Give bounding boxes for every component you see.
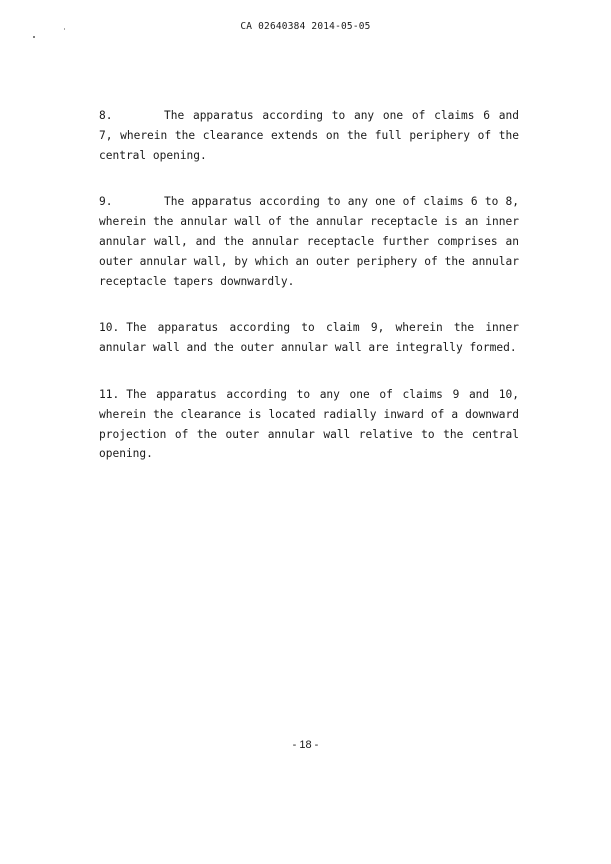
claim-9	[99, 192, 519, 291]
scan-speck	[64, 28, 65, 30]
page-number: - 18 -	[292, 739, 319, 751]
claim-11	[99, 385, 519, 464]
claim-8	[99, 106, 519, 165]
page-header: CA 02640384 2014-05-05	[240, 21, 371, 32]
claim-text: The apparatus according to claim 9, wherein the inner annular wall and the outer annular wall are integrally formed.	[99, 321, 519, 355]
claim-number: 8.	[99, 109, 113, 122]
claim-text: The apparatus according to any one of claims 9 and 10, wherein the clearance is located radially inward of a downward projection of the outer annular wall relative to the central opening.	[99, 387, 519, 461]
claim-10	[99, 318, 519, 358]
claim-number: 11.	[99, 387, 120, 401]
claim-text: The apparatus according to any one of claims 6 to 8, wherein the annular wall of the annular receptacle is an inner annular wall, and the annular receptacle further comprises an outer annular wall, by which an outer periphery of the annular receptacle tapers downwardly.	[99, 195, 519, 288]
claims-section	[99, 106, 519, 491]
scan-speck	[33, 36, 35, 38]
claim-number: 10.	[99, 321, 120, 335]
claim-number: 9.	[99, 195, 113, 209]
claim-text: The apparatus according to any one of claims 6 and 7, wherein the clearance extends on the full periphery of the central opening.	[99, 109, 519, 162]
